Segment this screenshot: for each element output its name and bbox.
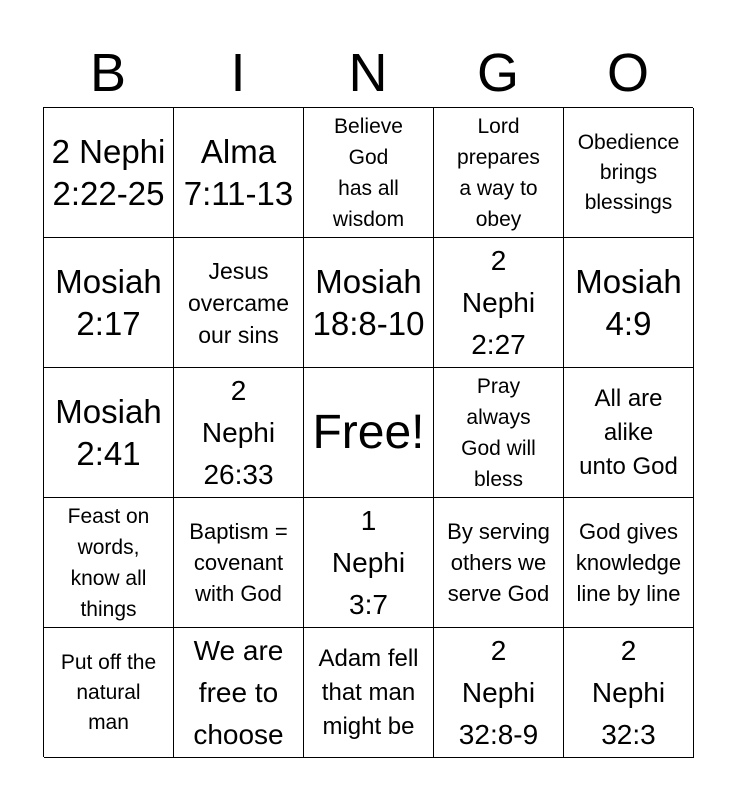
bingo-cell-r1-c4[interactable] [434,108,564,238]
bingo-cell-r4-c5[interactable] [564,498,694,628]
bingo-cell-r3-c5[interactable] [564,368,694,498]
bingo-cell-r4-c2[interactable] [174,498,304,628]
bingo-cell-r2-c5[interactable] [564,238,694,368]
cell-text: Adam fell that man might be [318,644,419,740]
cell-text: 1 Nephi 3:7 [331,504,406,620]
cell-text: Baptism = covenant with God [189,519,288,606]
cell-text: Put off the natural man [60,650,157,734]
cell-text: Mosiah 2:41 [55,392,162,472]
cell-text: Believe God has all wisdom [332,114,405,231]
cell-text: All are alike unto God [579,384,678,480]
free-space-text: Free! [312,405,425,459]
cell-text: Obedience brings blessings [577,130,680,214]
cell-text: 2 Nephi 32:3 [591,634,666,750]
cell-text: Mosiah 2:17 [55,262,162,342]
bingo-cell-free[interactable] [304,368,434,498]
bingo-board [43,107,693,757]
header-letter-o: O [606,43,649,103]
bingo-cell-r1-c3[interactable] [304,108,434,238]
bingo-cell-r5-c2[interactable] [174,628,304,758]
bingo-cell-r1-c2[interactable] [174,108,304,238]
bingo-cell-r2-c3[interactable] [304,238,434,368]
cell-text: Feast on words, know all things [67,504,150,621]
bingo-cell-r2-c4[interactable] [434,238,564,368]
cell-text: God gives knowledge line by line [575,519,682,606]
header-letter-n: N [348,43,388,103]
cell-text: Pray always God will bless [461,374,536,491]
bingo-cell-r3-c4[interactable] [434,368,564,498]
bingo-cell-r5-c3[interactable] [304,628,434,758]
bingo-cell-r1-c1[interactable] [44,108,174,238]
bingo-cell-r4-c1[interactable] [44,498,174,628]
header-letter-i: I [230,43,246,103]
cell-text: By serving others we serve God [447,519,550,606]
header-letter-b: B [89,43,127,103]
bingo-cell-r3-c1[interactable] [44,368,174,498]
bingo-cell-r5-c4[interactable] [434,628,564,758]
cell-text: 2 Nephi 2:22-25 [51,132,166,212]
cell-text: 2 Nephi 32:8-9 [458,634,539,750]
cell-text: Alma 7:11-13 [183,132,294,212]
bingo-cell-r1-c5[interactable] [564,108,694,238]
bingo-cell-r2-c1[interactable] [44,238,174,368]
bingo-cell-r2-c2[interactable] [174,238,304,368]
cell-text: 2 Nephi 26:33 [201,374,276,490]
cell-text: Jesus overcame our sins [188,257,289,348]
bingo-cell-r5-c1[interactable] [44,628,174,758]
cell-text: Lord prepares a way to obey [457,114,540,231]
bingo-cell-r5-c5[interactable] [564,628,694,758]
cell-text: Mosiah 18:8-10 [312,262,425,342]
bingo-cell-r3-c2[interactable] [174,368,304,498]
bingo-cell-r4-c4[interactable] [434,498,564,628]
header-letter-g: G [476,43,519,103]
cell-text: 2 Nephi 2:27 [461,244,536,360]
bingo-header [43,40,693,106]
cell-text: Mosiah 4:9 [575,262,682,342]
bingo-cell-r4-c3[interactable] [304,498,434,628]
cell-text: We are free to choose [193,634,284,750]
